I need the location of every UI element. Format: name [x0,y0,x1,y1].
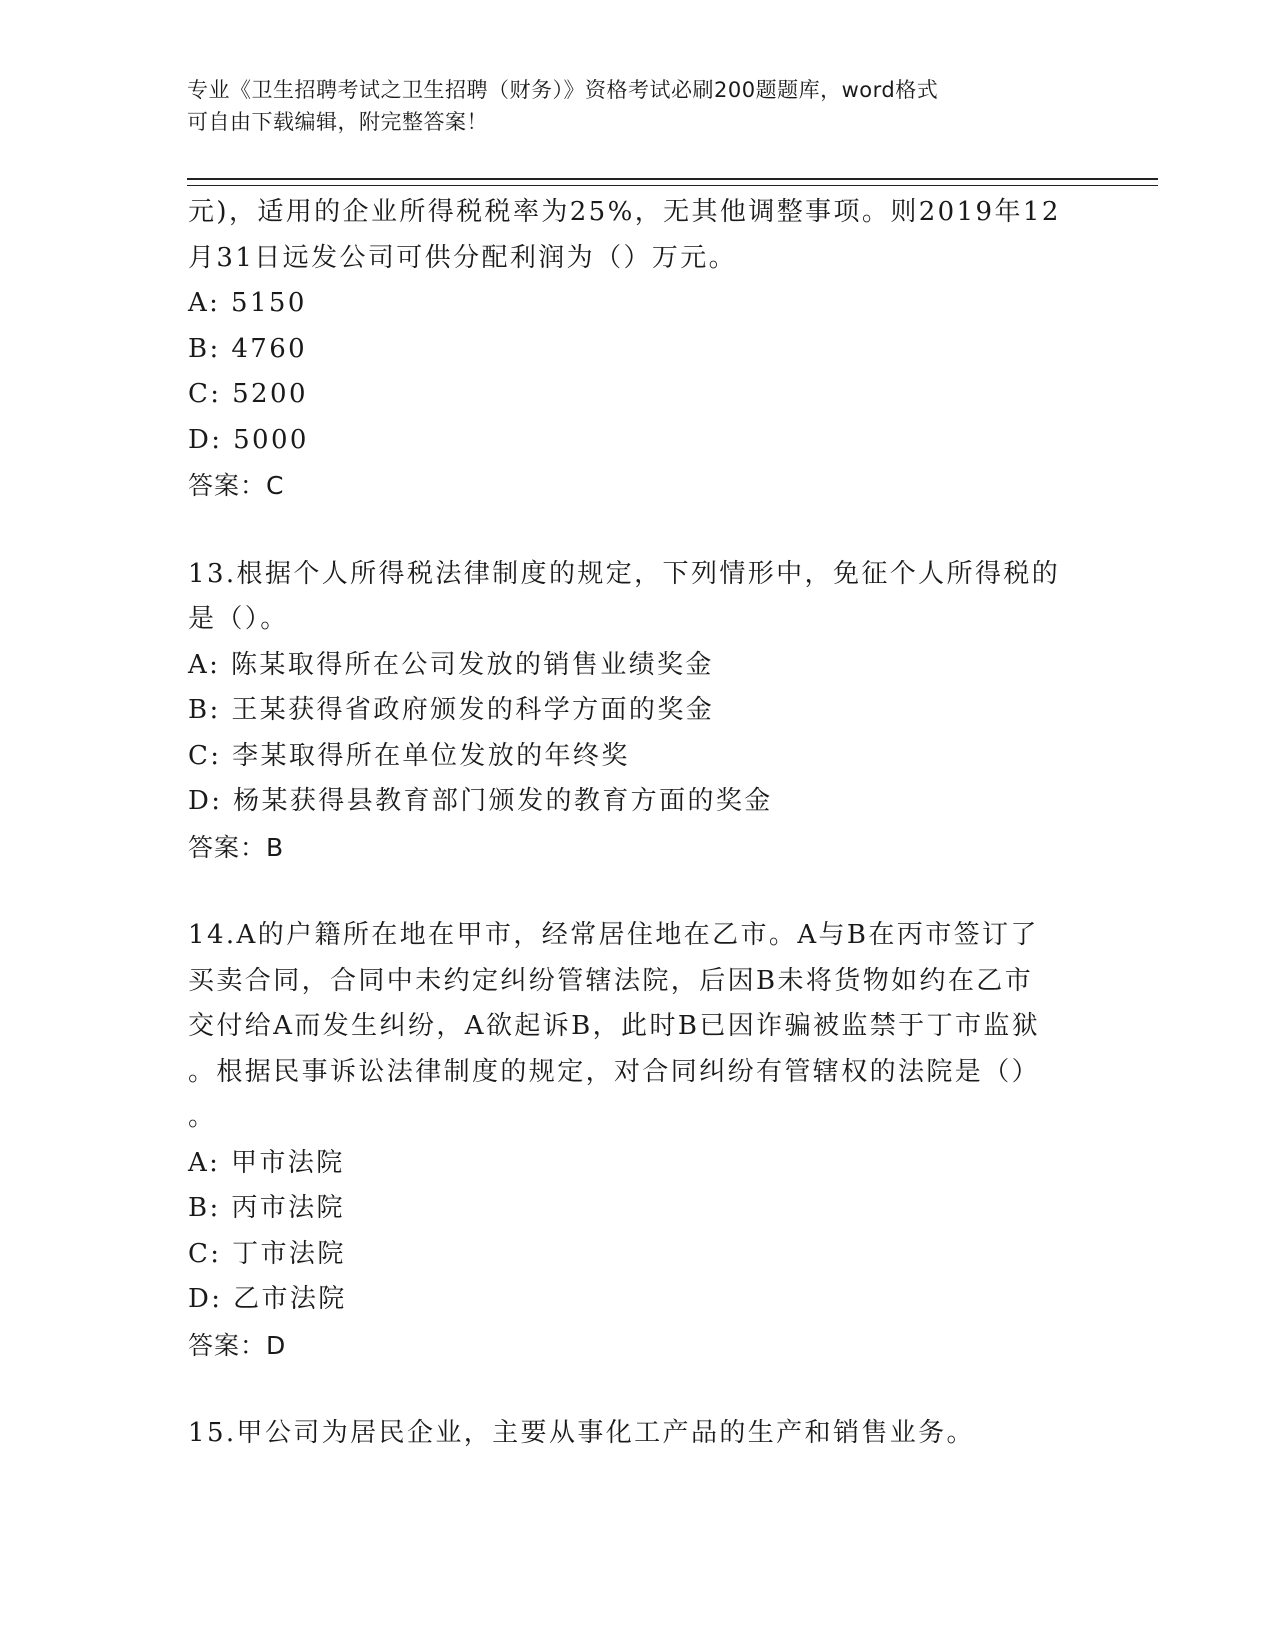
question-stem-line: 元)，适用的企业所得税税率为25%，无其他调整事项。则2019年12 [188,197,1061,227]
option-d: D: 乙市法院 [188,1284,347,1314]
option-c: C: 5200 [188,379,308,409]
question-stem-line: 买卖合同，合同中未约定纠纷管辖法院，后因B未将货物如约在乙市 [188,965,1034,996]
question-stem-line: 15.甲公司为居民企业，主要从事化工产品的生产和销售业务。 [188,1418,975,1448]
question-13 [188,552,1088,871]
header-divider-thin [187,185,1158,186]
option-a: A: 陈某取得所在公司发放的销售业绩奖金 [188,649,714,680]
question-stem-line: 是（）。 [188,604,289,634]
option-d: D: 5000 [188,424,309,455]
option-c: C: 李某取得所在单位发放的年终奖 [188,740,630,771]
question-15 [188,1411,1088,1457]
option-a: A: 甲市法院 [188,1147,345,1178]
option-b: B: 4760 [188,333,308,364]
question-stem-line: 13.根据个人所得税法律制度的规定，下列情形中，免征个人所得税的 [188,558,1061,589]
question-stem-line: 月31日远发公司可供分配利润为（）万元。 [188,242,738,273]
document-header [187,74,1087,138]
header-title-line-1: 专业《卫生招聘考试之卫生招聘（财务）》资格考试必刷200题题库，word格式 [187,78,939,102]
question-list [188,190,1088,1457]
question-12 [188,190,1088,509]
option-b: B: 丙市法院 [188,1193,345,1223]
question-stem-line: 交付给A而发生纠纷，A欲起诉B，此时B已因诈骗被监禁于丁市监狱 [188,1011,1041,1041]
question-stem-line: 。 [188,1102,217,1132]
question-stem-line: 14.A的户籍所在地在甲市，经常居住地在乙市。A与B在丙市签订了 [188,920,1039,950]
option-a: A: 5150 [188,288,307,318]
option-c: C: 丁市法院 [188,1238,346,1269]
question-stem-line: 。根据民事诉讼法律制度的规定，对合同纠纷有管辖权的法院是（） [188,1056,1041,1087]
option-b: B: 王某获得省政府颁发的科学方面的奖金 [188,695,715,725]
option-d: D: 杨某获得县教育部门颁发的教育方面的奖金 [188,786,773,816]
answer-line: 答案：D [188,1330,287,1360]
question-14 [188,913,1088,1368]
answer-line: 答案：C [188,471,285,500]
header-title-line-2: 可自由下载编辑，附完整答案！ [187,110,488,134]
header-divider-thick [187,178,1158,180]
answer-line: 答案：B [188,832,285,862]
